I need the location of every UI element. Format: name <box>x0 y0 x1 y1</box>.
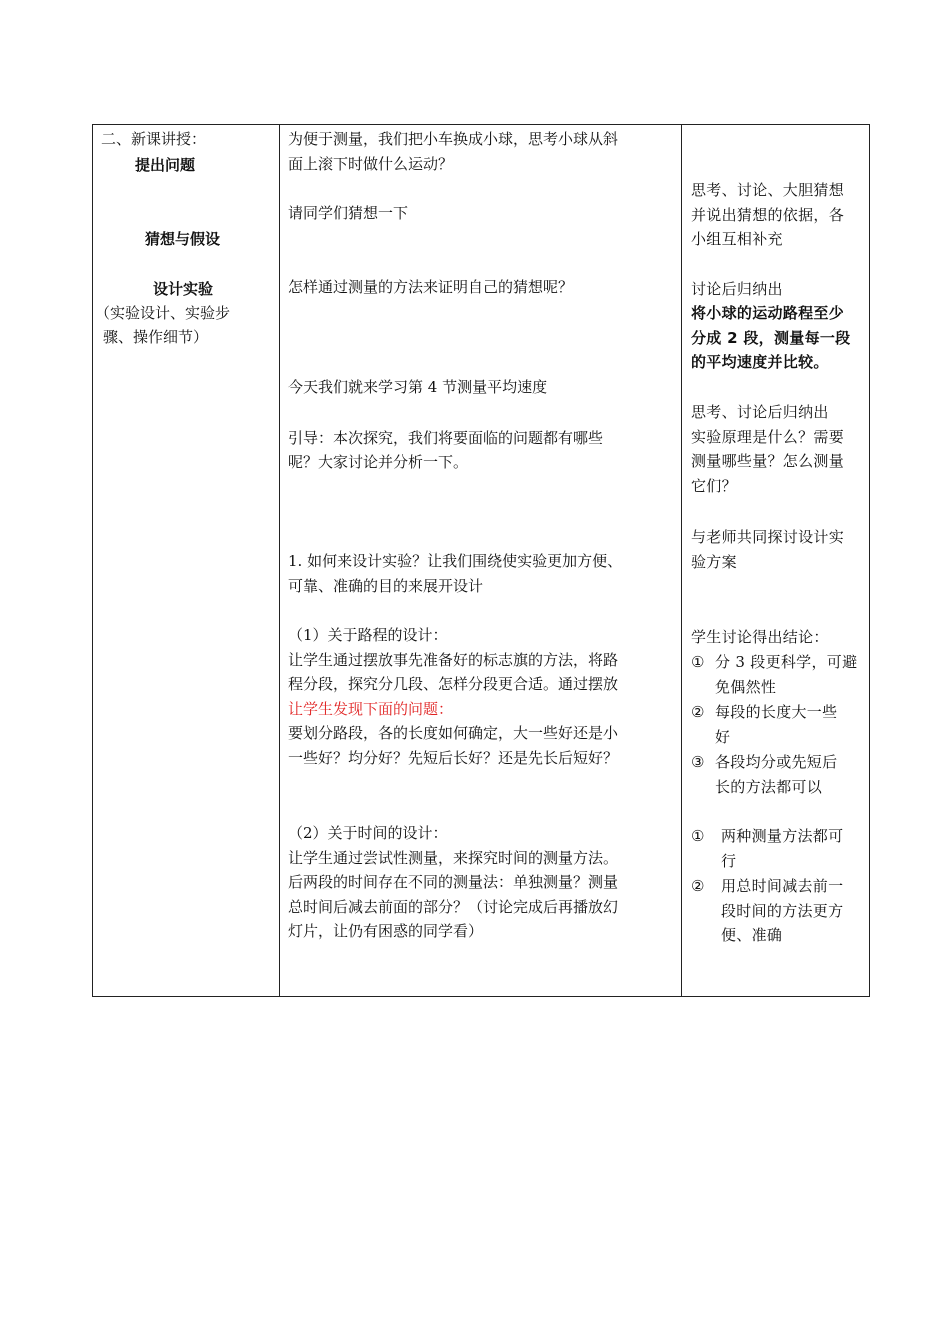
teacher-text: 引导：本次探究，我们将要面临的问题都有哪些 <box>288 429 604 447</box>
stage-heading-design: 设计实验 <box>153 280 214 298</box>
student-text: 它们？ <box>691 477 737 495</box>
list-number: ② <box>691 703 705 721</box>
teacher-text: 总时间后减去前面的部分？（讨论完成后再播放幻 <box>288 898 619 916</box>
stage-heading-hypothesis: 猜想与假设 <box>145 230 221 248</box>
list-text: 两种测量方法都可 <box>721 827 844 845</box>
student-text: 学生讨论得出结论： <box>691 628 829 646</box>
student-column <box>682 125 870 996</box>
list-number: ① <box>691 653 705 671</box>
teacher-text: 一些好？均分好？先短后长好？还是先长后短好？ <box>288 749 619 767</box>
teacher-text: 为便于测量，我们把小车换成小球，思考小球从斜 <box>288 130 619 148</box>
list-number: ① <box>691 827 705 845</box>
student-text: 测量哪些量？怎么测量 <box>691 452 845 470</box>
student-text: 验方案 <box>691 553 737 571</box>
student-text: 思考、讨论后归纳出 <box>691 403 829 421</box>
teacher-text: 后两段的时间存在不同的测量法：单独测量？测量 <box>288 873 619 891</box>
list-number: ② <box>691 877 705 895</box>
teacher-text: 灯片，让仍有困惑的同学看） <box>288 922 484 940</box>
stage-column <box>93 125 279 996</box>
student-text: 实验原理是什么？需要 <box>691 428 845 446</box>
list-text: 用总时间减去前一 <box>721 877 844 895</box>
teacher-text: 请同学们猜想一下 <box>288 204 409 222</box>
section-title: 二、新课讲授： <box>101 130 207 148</box>
teacher-text: 1. 如何来设计实验？让我们围绕使实验更加方便、 <box>288 552 623 570</box>
list-text: 好 <box>715 727 731 746</box>
stage-heading-question: 提出问题 <box>135 156 196 174</box>
subsection-title: （2）关于时间的设计： <box>288 824 448 842</box>
list-number: ③ <box>691 753 705 771</box>
teacher-text: 怎样通过测量的方法来证明自己的猜想呢？ <box>288 278 574 296</box>
student-bold-text: 分成 2 段，测量每一段 <box>691 329 851 347</box>
teacher-text: 让学生通过尝试性测量，来探究时间的测量方法。 <box>288 849 619 867</box>
student-text: 小组互相补充 <box>691 230 783 248</box>
teacher-text: 面上滚下时做什么运动？ <box>288 155 454 173</box>
teacher-column <box>280 125 681 996</box>
teacher-text: 程分段，探究分几段、怎样分段更合适。通过摆放 <box>288 675 619 693</box>
stage-note-line: （实验设计、实验步 <box>95 304 231 322</box>
list-text: 分 3 段更科学，可避 <box>715 653 858 671</box>
list-text: 免偶然性 <box>715 677 777 696</box>
list-text: 段时间的方法更方 <box>721 901 844 920</box>
stage-note-line: 骤、操作细节） <box>103 328 209 346</box>
list-text: 每段的长度大一些 <box>715 703 838 721</box>
student-bold-text: 将小球的运动路程至少 <box>691 304 845 322</box>
highlighted-text: 让学生发现下面的问题： <box>288 700 454 718</box>
student-text: 思考、讨论、大胆猜想 <box>691 181 845 199</box>
student-bold-text: 的平均速度并比较。 <box>691 353 829 371</box>
list-text: 长的方法都可以 <box>715 777 823 796</box>
teacher-text: 要划分路段，各的长度如何确定，大一些好还是小 <box>288 724 619 742</box>
student-text: 并说出猜想的依据，各 <box>691 206 845 224</box>
list-text: 便、准确 <box>721 926 783 944</box>
student-text: 与老师共同探讨设计实 <box>691 528 845 546</box>
list-text: 各段均分或先短后 <box>715 753 838 771</box>
subsection-title: （1）关于路程的设计： <box>288 626 448 644</box>
teacher-text: 可靠、准确的目的来展开设计 <box>288 577 484 595</box>
teacher-text: 呢？大家讨论并分析一下。 <box>288 453 469 471</box>
teacher-text: 让学生通过摆放事先准备好的标志旗的方法，将路 <box>288 651 619 669</box>
teacher-text: 今天我们就来学习第 4 节测量平均速度 <box>288 378 548 396</box>
student-text: 讨论后归纳出 <box>691 280 783 298</box>
lesson-table <box>92 124 870 997</box>
list-text: 行 <box>721 851 737 870</box>
